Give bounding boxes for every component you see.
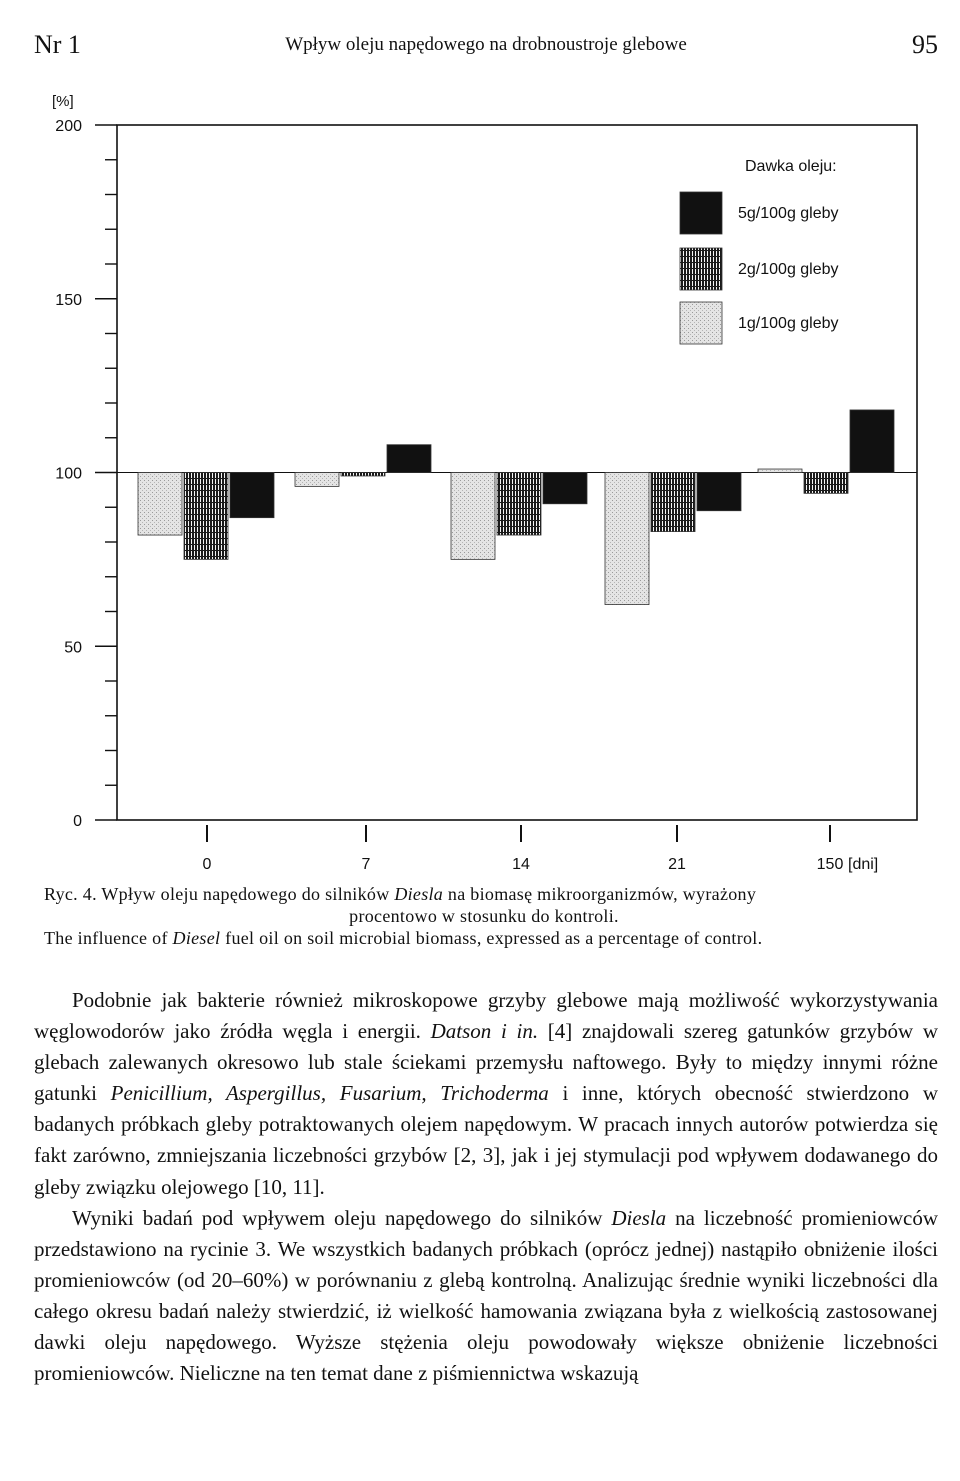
- x-axis-label: [dni]: [848, 856, 879, 873]
- page-header: [34, 30, 938, 64]
- paragraph-actinomycetes-text-1: Wyniki badań pod wpływem oleju napędowego do silników: [72, 1205, 612, 1230]
- caption-en-text-end: fuel oil on soil microbial biomass, expressed as a percentage of control.: [220, 928, 763, 948]
- figure-caption: [44, 883, 924, 949]
- bar-day0-series1: [138, 473, 182, 536]
- bar-day150-series2: [804, 473, 848, 494]
- bar-day14-series2: [497, 473, 541, 536]
- caption-en-text: The influence of: [44, 928, 173, 948]
- bar-day7-series3: [387, 445, 431, 473]
- bar-day21-series2: [651, 473, 695, 532]
- legend-swatch-2: [680, 248, 722, 290]
- caption-pl-italic: Diesla: [394, 884, 444, 904]
- x-tick-label: 14: [512, 856, 530, 873]
- paragraph-fungi-text-2: [4] znajdowali szereg gatunków grzybów w glebach zalewanych okresowo lub stale ściekami przemysłu naftowego. Były to między innymi różne gatunki: [34, 1019, 939, 1106]
- caption-pl-text: Ryc. 4. Wpływ oleju napędowego do silników: [44, 884, 395, 904]
- page-number: 95: [912, 30, 938, 59]
- x-tick-label: 150: [816, 856, 844, 873]
- legend-label-3: 5g/100g gleby: [738, 205, 839, 222]
- diesel-italic: Diesla: [611, 1205, 667, 1230]
- bar-day150-series3: [850, 410, 894, 473]
- caption-en-italic: Diesel: [172, 928, 221, 948]
- paragraph-fungi-text-1: Podobnie jak bakterie również mikroskopowe grzyby glebowe mają możliwość wykorzystywania węglowodorów jako źródła węgla i energii.: [34, 988, 938, 1044]
- legend-swatch-3: [680, 192, 722, 234]
- caption-pl-text-end: na biomasę mikroorganizmów, wyrażony: [443, 884, 757, 904]
- paragraph-fungi-text-3: i inne, których obecność stwierdzono w badanych próbkach gleby potraktowanych olejem napędowym. W pracach innych autorów potwierdza się fakt zarówno, zmniejszania liczebności grzybów [2, 3], jak i jej stymulacji pod wpływem dodawanego do gleby związku olejowego [10, 11].: [34, 1081, 938, 1199]
- legend-swatch-1: [680, 302, 722, 344]
- bar-day14-series1: [451, 473, 495, 560]
- bar-day21-series1: [605, 473, 649, 605]
- caption-pl-line2: procentowo w stosunku do kontroli.: [349, 906, 619, 926]
- x-tick-label: 21: [668, 856, 686, 873]
- x-axis: [203, 825, 879, 873]
- bar-day21-series3: [697, 473, 741, 511]
- y-tick-label: 50: [64, 639, 82, 657]
- y-tick-label: 0: [73, 813, 82, 830]
- legend-label-1: 1g/100g gleby: [738, 315, 839, 332]
- paragraph-actinomycetes: [34, 1203, 938, 1390]
- bar-day150-series1: [758, 469, 802, 472]
- body-text: [34, 985, 938, 1389]
- bars: [138, 410, 894, 605]
- x-tick-label: 7: [361, 856, 371, 873]
- x-tick-label: 0: [202, 856, 212, 873]
- bar-day14-series3: [543, 473, 587, 504]
- journal-issue: Nr 1: [34, 30, 81, 59]
- caption-pl-line1: [44, 883, 924, 905]
- y-tick-label: 150: [55, 291, 82, 309]
- y-axis: [55, 118, 117, 830]
- running-title: Wpływ oleju napędowego na drobnoustroje glebowe: [285, 34, 687, 55]
- caption-en: [44, 927, 924, 949]
- legend: [680, 158, 839, 344]
- bar-day0-series3: [230, 473, 274, 518]
- genus-names: Penicillium, Aspergillus, Fusarium, Trichoderma: [110, 1081, 549, 1106]
- bar-day7-series2: [341, 473, 385, 476]
- y-tick-label: 100: [55, 465, 82, 483]
- paragraph-fungi: [34, 985, 938, 1203]
- bar-day0-series2: [184, 473, 228, 560]
- legend-label-2: 2g/100g gleby: [738, 261, 839, 278]
- legend-title: Dawka oleju:: [745, 158, 837, 175]
- paragraph-actinomycetes-text-2: na liczebność promieniowców przedstawiono na rycinie 3. We wszystkich badanych próbkach (oprócz jednej) nastąpiło obniżenie ilości promieniowców (od 20–60%) w porównaniu z glebą kontrolną. Analizując średnie wyniki liczebności dla całego okresu badań należy stwierdzić, iż wielkość hamowania związana była z wielkością zastosowanej dawki oleju napędowego. Wyższe stężenia oleju powodowały większe obniżenie liczebności promieniowców. Nieliczne na ten temat dane z piśmiennictwa wskazują: [34, 1205, 938, 1386]
- bar-day7-series1: [295, 473, 339, 487]
- citation-author: Datson i in.: [430, 1019, 539, 1044]
- biomass-bar-chart: [0, 80, 960, 880]
- y-tick-label: 200: [55, 118, 82, 135]
- y-axis-label: [%]: [52, 93, 74, 110]
